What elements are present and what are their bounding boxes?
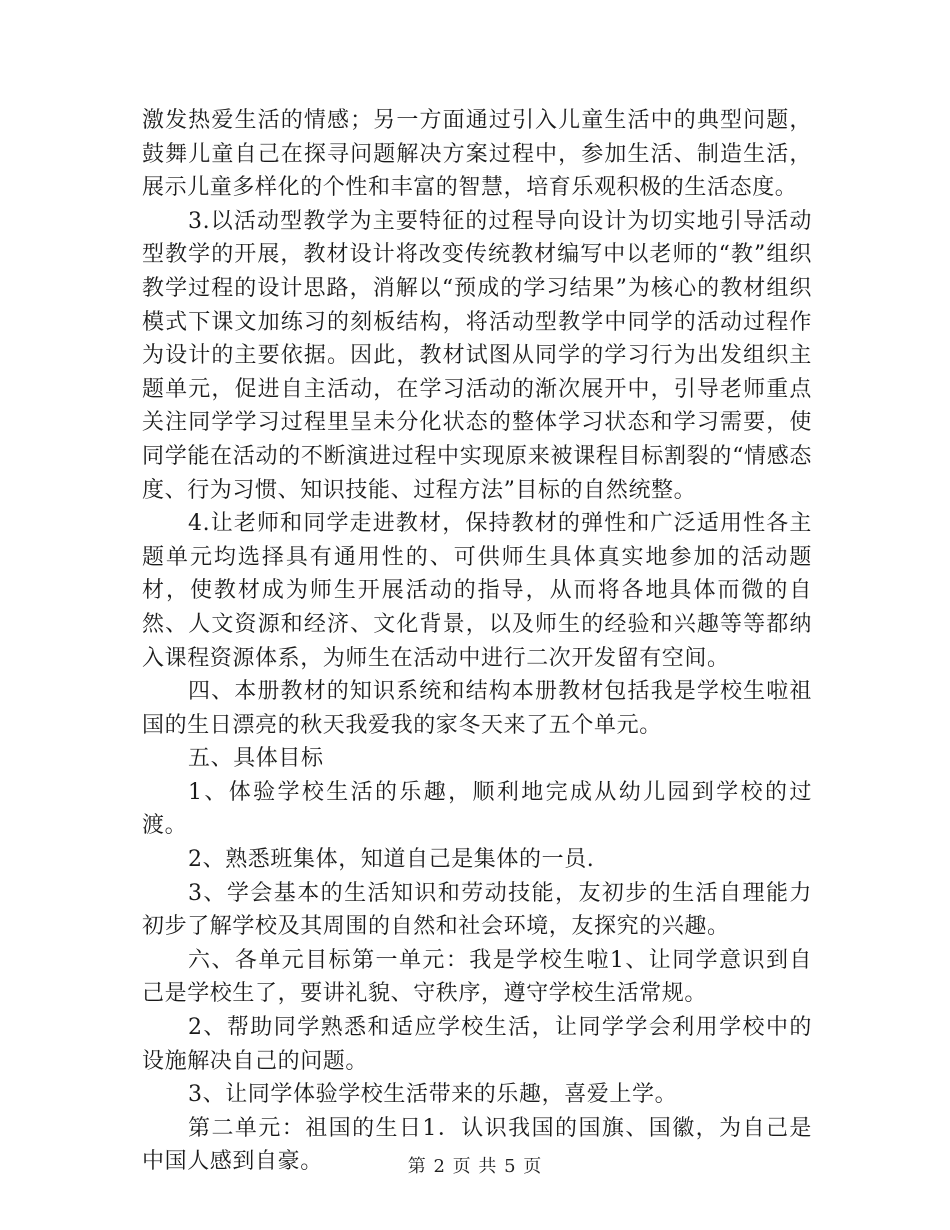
document-body (142, 104, 812, 1179)
unit-goals-paragraph: 六、各单元目标第一单元：我是学校生啦1、让同学意识到自己是学校生了，要讲礼貌、守秩序，遵守学校生活常规。 (142, 947, 812, 1007)
paragraph-2: 3.以活动型教学为主要特征的过程导向设计为切实地引导活动型教学的开展，教材设计将改变传统教材编写中以老师的“教”组织教学过程的设计思路，消解以“预成的学习结果”为核心的教材组织模式下课文加练习的刻板结构，将活动型教学中同学的活动过程作为设计的主要依据。因此，教材试图从同学的学习行为出发组织主题单元，促进自主活动，在学习活动的渐次展开中，引导老师重点关注同学学习过程里呈未分化状态的整体学习状态和学习需要，使同学能在活动的不断演进过程中实现原来被课程目标割裂的“情感态度、行为习惯、知识技能、过程方法”目标的自然统整。 (142, 208, 812, 503)
goal-item-2: 2、熟悉班集体，知道自己是集体的一员. (188, 847, 595, 873)
paragraph-3: 4.让老师和同学走进教材，保持教材的弹性和广泛适用性各主题单元均选择具有通用性的、可供师生具体真实地参加的活动题材，使教材成为师生开展活动的指导，从而将各地具体而微的自然、人文资源和经济、文化背景，以及师生的经验和兴趣等等都纳入课程资源体系，为师生在活动中进行二次开发留有空间。 (142, 511, 812, 671)
goal-item-1: 1、体验学校生活的乐趣，顺利地完成从幼儿园到学校的过渡。 (142, 779, 812, 839)
goal-item-3: 3、学会基本的生活知识和劳动技能，友初步的生活自理能力初步了解学校及其周围的自然和社会环境，友探究的兴趣。 (142, 880, 812, 940)
unit2-goal-paragraph: 第二单元：祖国的生日1．认识我国的国旗、国徽，为自己是中国人感到自豪。 (142, 1115, 812, 1175)
section-heading-goals: 五、具体目标 (188, 746, 324, 772)
paragraph-1: 激发热爱生活的情感；另一方面通过引入儿童生活中的典型问题，鼓舞儿童自己在探寻问题解决方案过程中，参加生活、制造生活，展示儿童多样化的个性和丰富的智慧，培育乐观积极的生活态度。 (142, 108, 812, 201)
unit1-goal-2: 2、帮助同学熟悉和适应学校生活，让同学学会利用学校中的设施解决自己的问题。 (142, 1015, 812, 1074)
page-number-footer: 第 2 页 共 5 页 (407, 1156, 543, 1177)
paragraph-4: 四、本册教材的知识系统和结构本册教材包括我是学校生啦祖国的生日漂亮的秋天我爱我的家冬天来了五个单元。 (142, 679, 812, 738)
unit1-goal-3: 3、让同学体验学校生活带来的乐趣，喜爱上学。 (188, 1082, 678, 1108)
